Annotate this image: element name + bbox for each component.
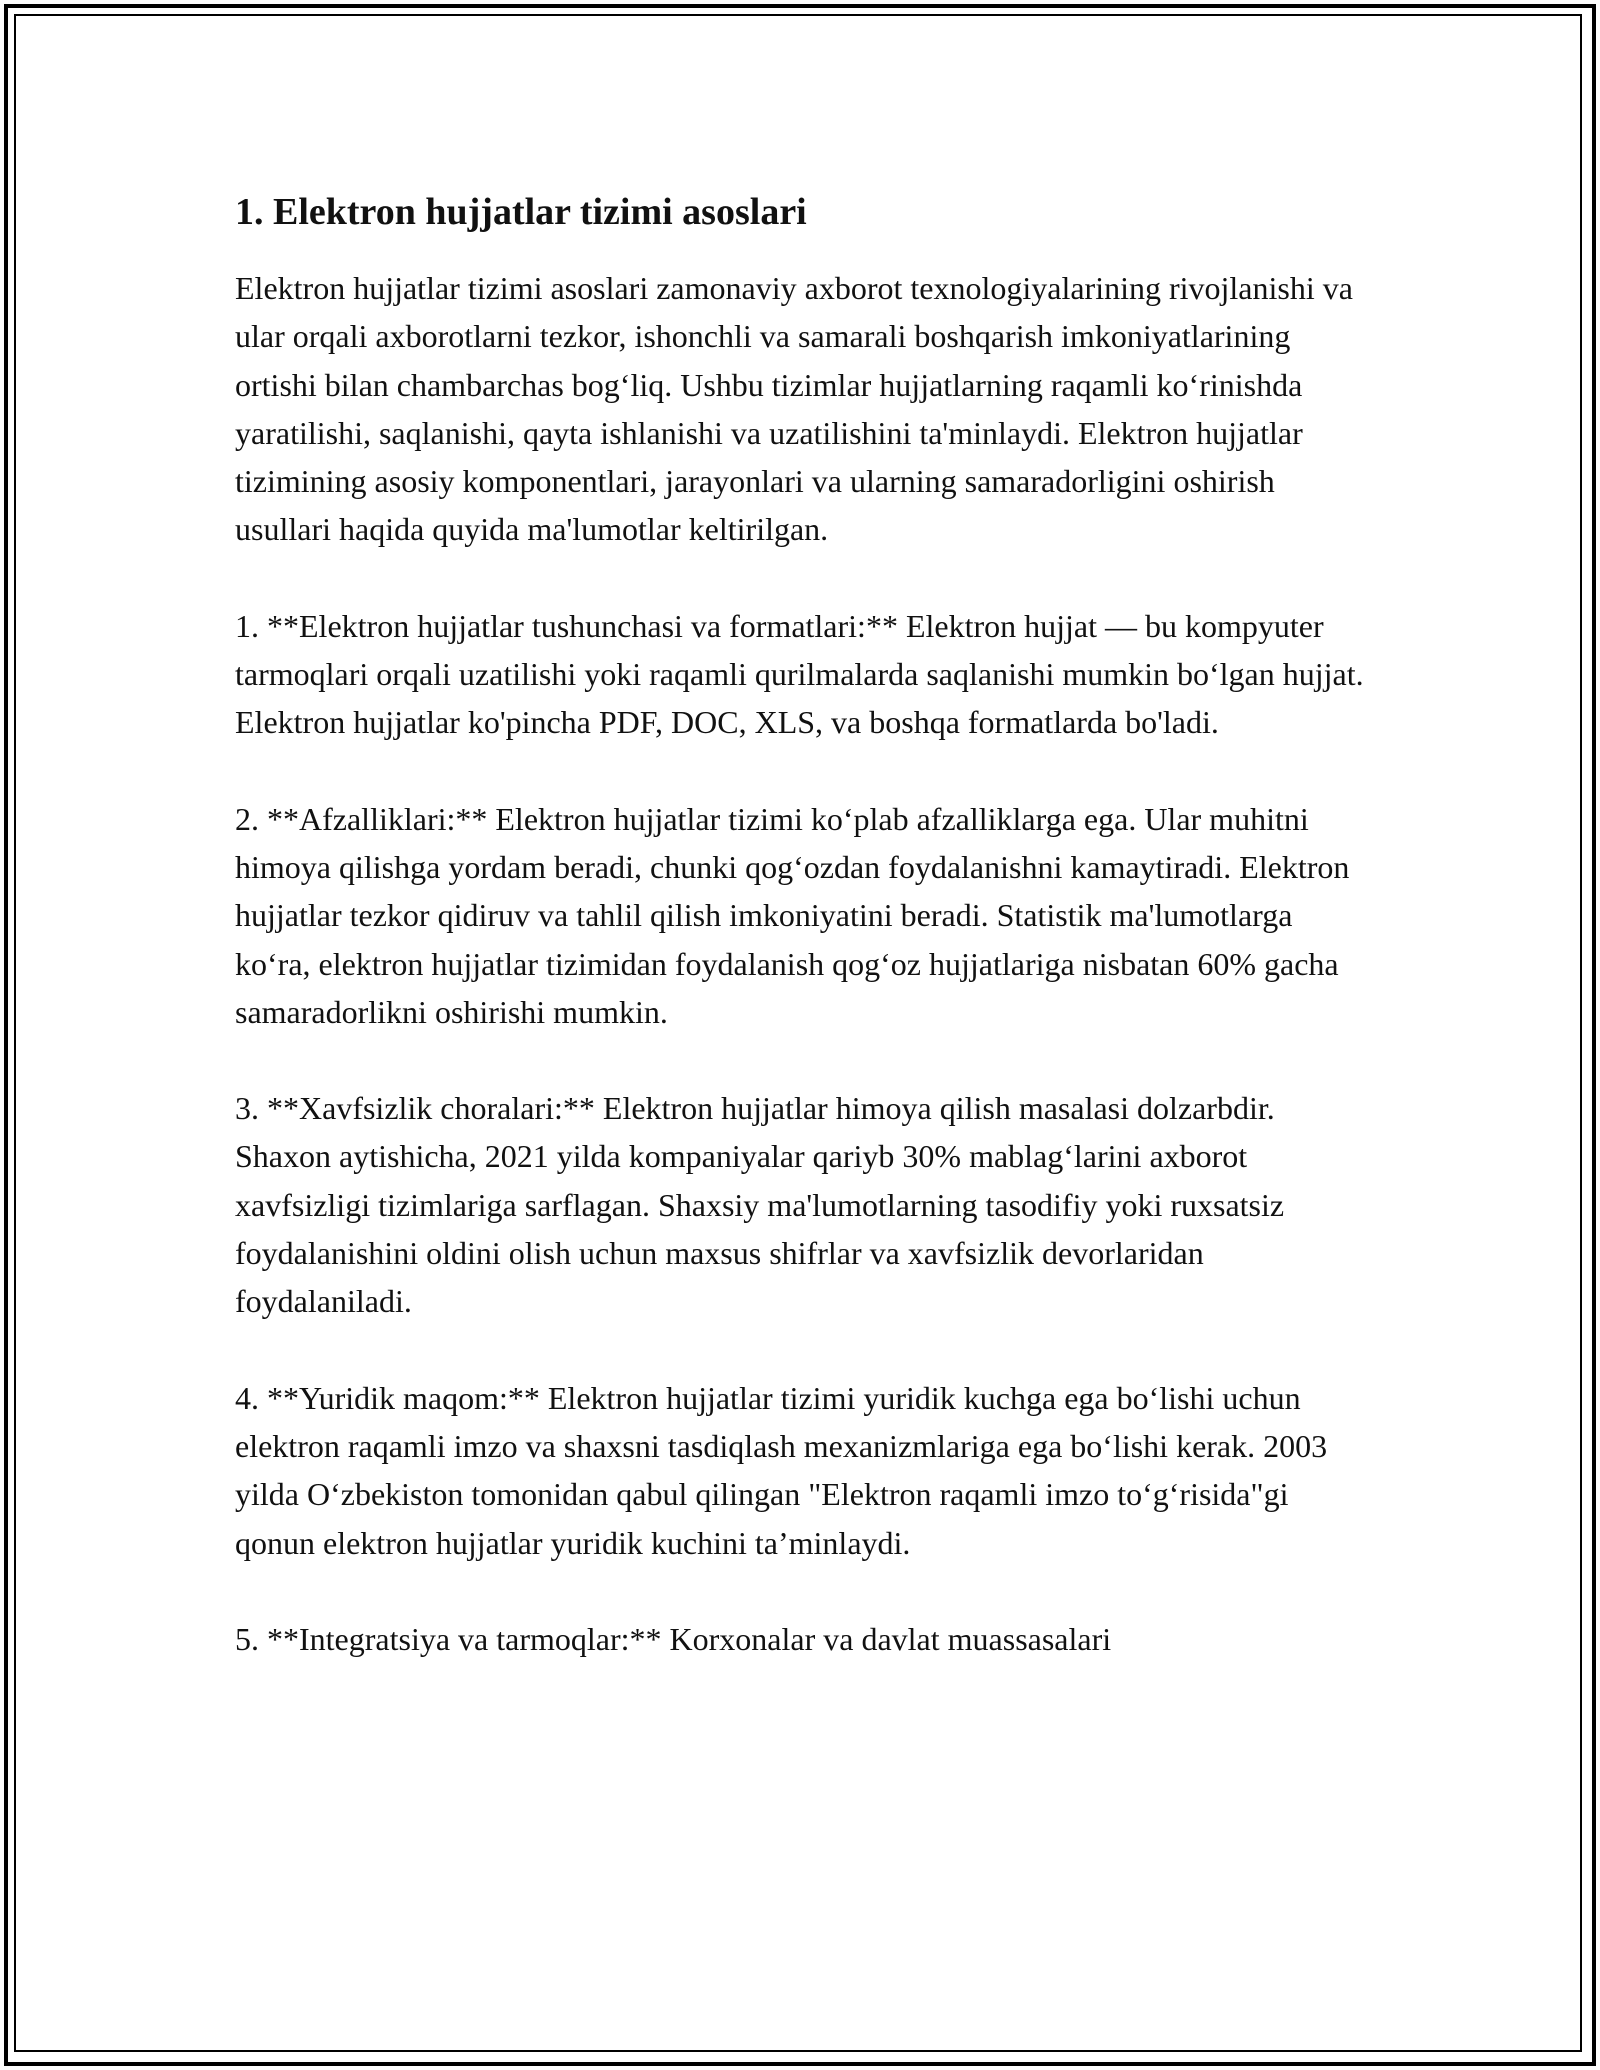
list-item-legal-status: 4. **Yuridik maqom:** Elektron hujjatlar tizimi yuridik kuchga ega bo‘lishi uchun elektron raqamli imzo va shaxsni tasdiqlash mexanizmlariga ega bo‘lishi kerak. 2003 yilda O‘zbekiston tomonidan qabul qilingan "Elektron raqamli imzo to‘g‘risida"gi qonun elektron hujjatlar yuridik kuchini ta’minlaydi. [235,1379,1328,1561]
list-item-advantages: 2. **Afzalliklari:** Elektron hujjatlar tizimi ko‘plab afzalliklarga ega. Ular muhitni himoya qilishga yordam beradi, chunki qog‘ozdan foydalanishni kamaytiradi. Elektron hujjatlar tezkor qidiruv va tahlil qilish imkoniyatini beradi. Statistik ma'lumotlarga ko‘ra, elektron hujjatlar tizimidan foydalanish qog‘oz hujjatlariga nisbatan 60% gacha samaradorlikni oshirishi mumkin. [235,800,1350,1030]
document-body [235,186,1375,1663]
section-heading: 1. Elektron hujjatlar tizimi asoslari [235,191,807,233]
list-item-formats: 1. **Elektron hujjatlar tushunchasi va formatlari:** Elektron hujjat — bu kompyuter tarmoqlari orqali uzatilishi yoki raqamli qurilmalarda saqlanishi mumkin bo‘lgan hujjat. Elektron hujjatlar ko'pincha PDF, DOC, XLS, va boshqa formatlarda bo'ladi. [235,607,1364,741]
list-item-integration: 5. **Integratsiya va tarmoqlar:** Korxonalar va davlat muassasalari [235,1620,1112,1657]
intro-paragraph: Elektron hujjatlar tizimi asoslari zamonaviy axborot texnologiyalarining rivojlanishi va ular orqali axborotlarni tezkor, ishonchli va samarali boshqarish imkoniyatlarining ortishi bilan chambarchas bog‘liq. Ushbu tizimlar hujjatlarning raqamli ko‘rinishda yaratilishi, saqlanishi, qayta ishlanishi va uzatilishini ta'minlaydi. Elektron hujjatlar tizimining asosiy komponentlari, jarayonlari va ularning samaradorligini oshirish usullari haqida quyida ma'lumotlar keltirilgan. [235,270,1353,548]
list-item-security: 3. **Xavfsizlik choralari:** Elektron hujjatlar himoya qilish masalasi dolzarbdir. Shaxon aytishicha, 2021 yilda kompaniyalar qariyb 30% mablag‘larini axborot xavfsizligi tizimlariga sarflagan. Shaxsiy ma'lumotlarning tasodifiy yoki ruxsatsiz foydalanishini oldini olish uchun maxsus shifrlar va xavfsizlik devorlaridan foydalaniladi. [235,1090,1285,1320]
